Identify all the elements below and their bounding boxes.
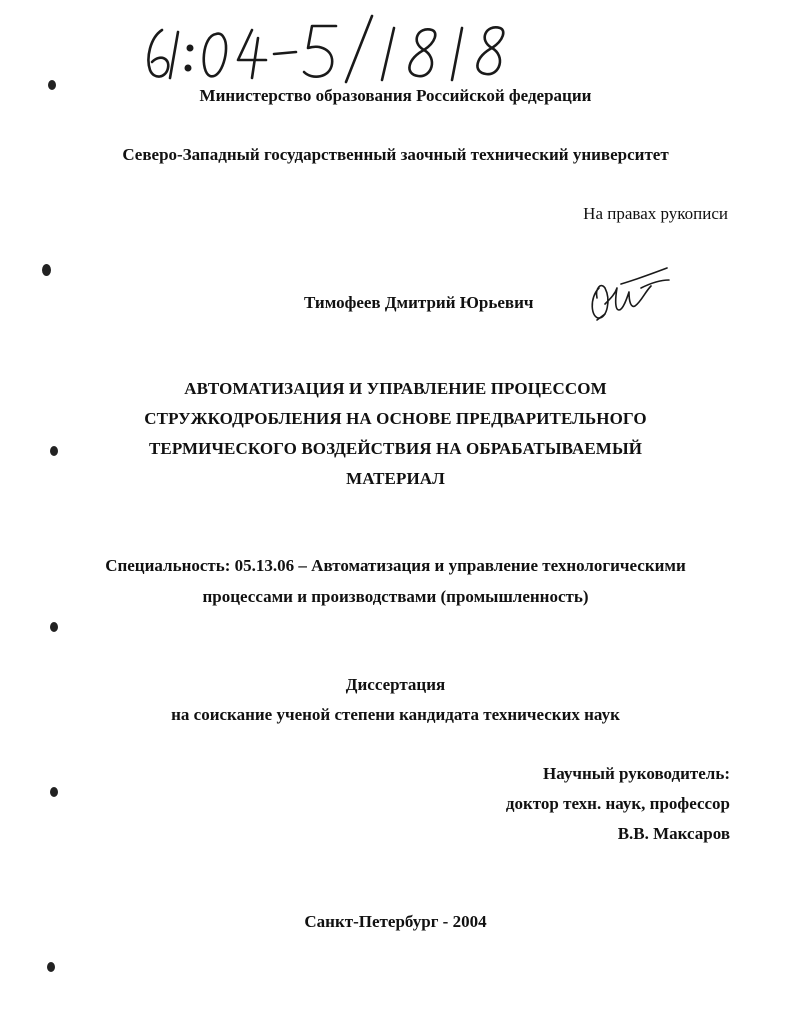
binding-hole xyxy=(47,962,55,972)
supervisor-label: Научный руководитель: xyxy=(543,764,730,783)
author-signature xyxy=(585,258,675,328)
university-line: Северо-Западный государственный заочный технический университет xyxy=(122,145,669,164)
supervisor-name: В.В. Максаров xyxy=(617,824,730,843)
degree-line: на соискание ученой степени кандидата технических наук xyxy=(171,705,620,724)
binding-hole xyxy=(42,264,51,276)
binding-hole xyxy=(50,622,58,632)
binding-hole xyxy=(50,787,58,797)
ministry-line: Министерство образования Российской федерации xyxy=(199,86,592,105)
dissertation-title-line-4: МАТЕРИАЛ xyxy=(346,469,445,488)
dissertation-heading: Диссертация xyxy=(345,675,446,694)
dissertation-title-line-2: СТРУЖКОДРОБЛЕНИЯ НА ОСНОВЕ ПРЕДВАРИТЕЛЬНОГО xyxy=(144,409,647,428)
supervisor-rank: доктор техн. наук, профессор xyxy=(505,794,730,813)
author-name: Тимофеев Дмитрий Юрьевич xyxy=(304,293,534,312)
handwritten-archive-number xyxy=(140,8,520,88)
specialty-line-1: Специальность: 05.13.06 – Автоматизация и управление технологическими xyxy=(105,556,686,575)
place-year: Санкт-Петербург - 2004 xyxy=(304,912,487,931)
manuscript-rights: На правах рукописи xyxy=(583,204,728,223)
dissertation-title-line-1: АВТОМАТИЗАЦИЯ И УПРАВЛЕНИЕ ПРОЦЕССОМ xyxy=(184,379,607,398)
dissertation-title-line-3: ТЕРМИЧЕСКОГО ВОЗДЕЙСТВИЯ НА ОБРАБАТЫВАЕМЫЙ xyxy=(148,439,643,458)
specialty-line-2: процессами и производствами (промышленность) xyxy=(202,587,589,606)
